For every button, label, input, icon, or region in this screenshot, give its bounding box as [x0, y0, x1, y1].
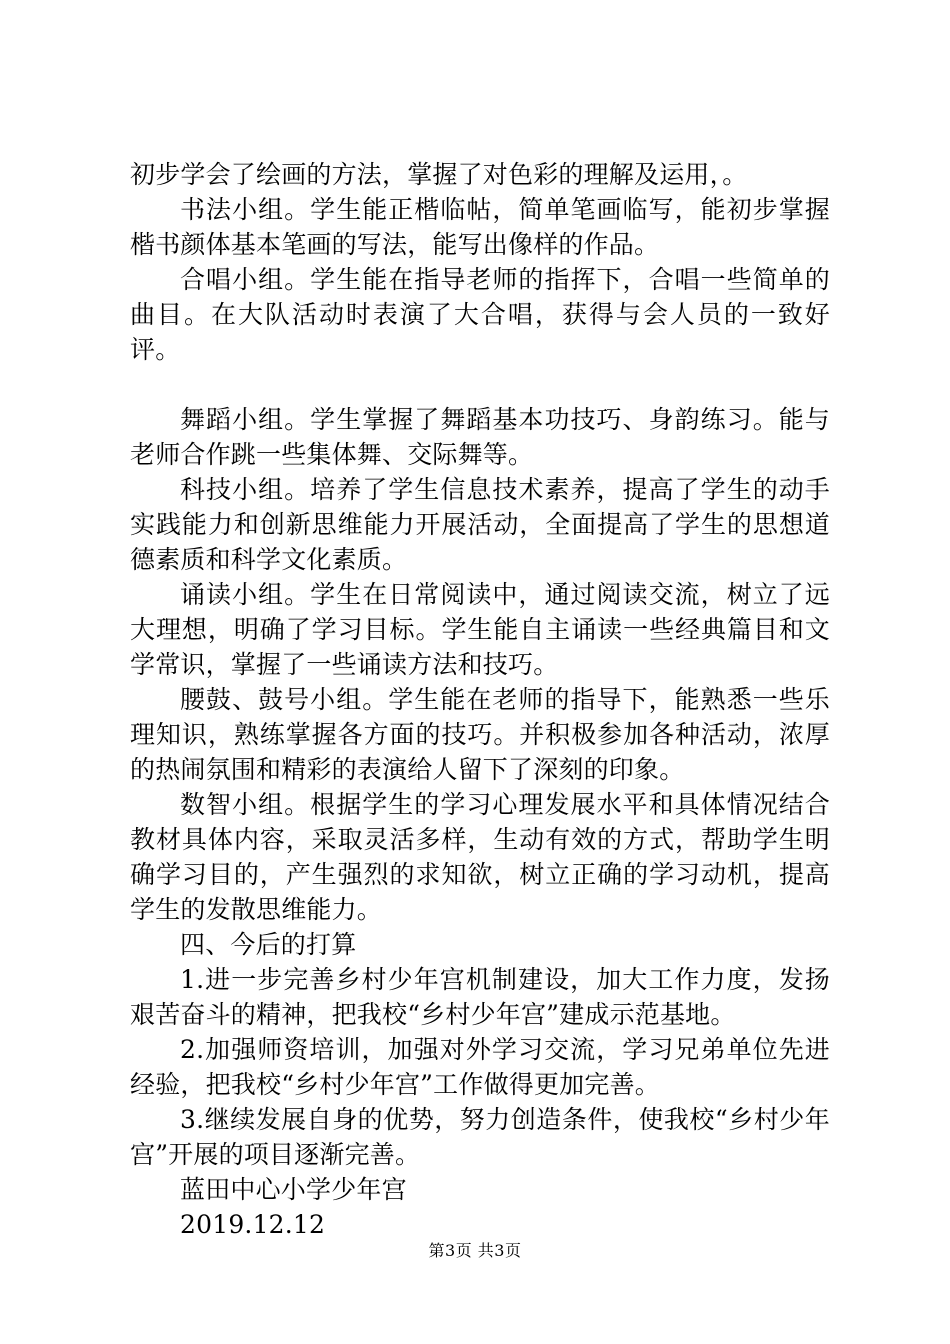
paragraph-dance-group: 舞蹈小组。学生掌握了舞蹈基本功技巧、身韵练习。能与老师合作跳一些集体舞、交际舞等。: [130, 405, 830, 469]
section-heading-future-plans: 四、今后的打算: [180, 930, 357, 959]
document-body: [130, 157, 830, 1242]
paragraph-recitation-group: 诵读小组。学生在日常阅读中，通过阅读交流，树立了远大理想，明确了学习目标。学生能自主诵读一些经典篇目和文学常识，掌握了一些诵读方法和技巧。: [130, 580, 830, 679]
paragraph-technology-group: 科技小组。培养了学生信息技术素养，提高了学生的动手实践能力和创新思维能力开展活动，全面提高了学生的思想道德素质和科学文化素质。: [130, 475, 830, 574]
signature-organization: 蓝田中心小学少年宫: [180, 1175, 407, 1204]
plan-item-2: 2.加强师资培训，加强对外学习交流，学习兄弟单位先进经验，把我校“乡村少年宫”工作做得更加完善。: [130, 1035, 830, 1099]
paragraph-math-group: 数智小组。根据学生的学习心理发展水平和具体情况结合教材具体内容，采取灵活多样，生动有效的方式，帮助学生明确学习目的，产生强烈的求知欲，树立正确的学习动机，提高学生的发散思维能力。: [130, 790, 830, 924]
paragraph-choir-group: 合唱小组。学生能在指导老师的指挥下，合唱一些简单的曲目。在大队活动时表演了大合唱，获得与会人员的一致好评。: [130, 265, 830, 364]
paragraph-calligraphy-group: 书法小组。学生能正楷临帖，简单笔画临写，能初步掌握楷书颜体基本笔画的写法，能写出像样的作品。: [130, 195, 830, 259]
signature-date: 2019.12.12: [180, 1210, 326, 1239]
paragraph-gap: [130, 367, 830, 402]
page-number-footer: 第3页 共3页: [428, 1241, 522, 1260]
paragraph-drum-group: 腰鼓、鼓号小组。学生能在老师的指导下，能熟悉一些乐理知识，熟练掌握各方面的技巧。并积极参加各种活动，浓厚的热闹氛围和精彩的表演给人留下了深刻的印象。: [130, 685, 830, 784]
plan-item-3: 3.继续发展自身的优势，努力创造条件，使我校“乡村少年宫”开展的项目逐渐完善。: [130, 1105, 830, 1169]
plan-item-1: 1.进一步完善乡村少年宫机制建设，加大工作力度，发扬艰苦奋斗的精神，把我校“乡村少年宫”建成示范基地。: [130, 965, 830, 1029]
paragraph-painting-continued: 初步学会了绘画的方法，掌握了对色彩的理解及运用，。: [130, 160, 748, 189]
